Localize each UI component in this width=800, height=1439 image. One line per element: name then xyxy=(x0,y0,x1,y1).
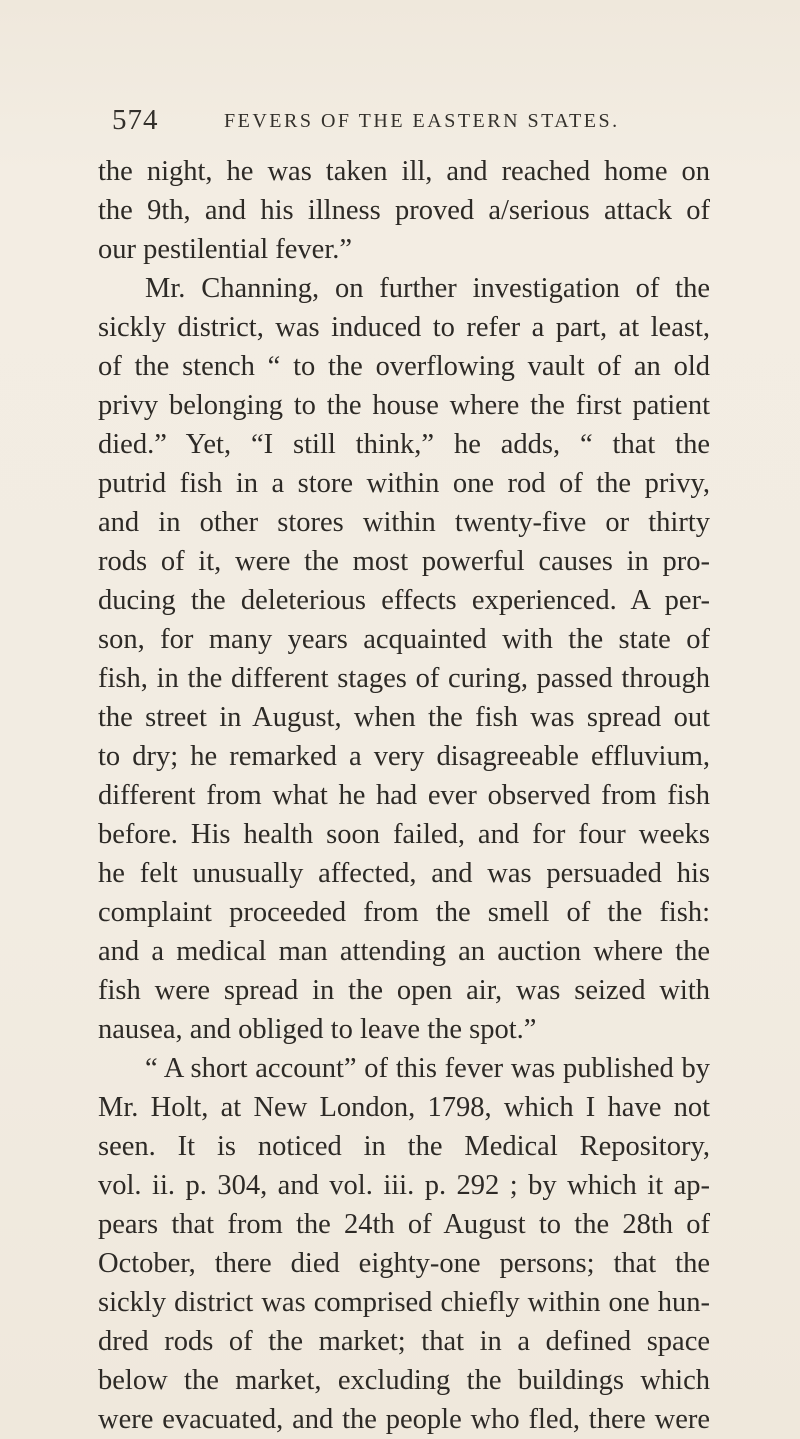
text-line: fish were spread in the open air, was seized with xyxy=(98,975,710,1006)
text-line: were evacuated, and the people who fled, there were xyxy=(98,1404,710,1435)
text-line: sickly district, was induced to refer a part, at least, xyxy=(98,312,710,343)
body-text xyxy=(98,152,710,1439)
text-line: and a medical man attending an auction where the xyxy=(98,936,710,967)
text-line: different from what he had ever observed from fish xyxy=(98,780,710,811)
text-line: below the market, excluding the buildings which xyxy=(98,1365,710,1396)
text-line: to dry; he remarked a very disagreeable effluvium, xyxy=(98,741,710,772)
text-line: dred rods of the market; that in a defined space xyxy=(98,1326,710,1357)
text-line: Mr. Holt, at New London, 1798, which I have not xyxy=(98,1092,710,1123)
text-line: our pestilential fever.” xyxy=(98,234,353,265)
text-line: he felt unusually affected, and was persuaded his xyxy=(98,858,710,889)
page-number: 574 xyxy=(112,104,159,136)
text-line: son, for many years acquainted with the state of xyxy=(98,624,710,655)
text-line: rods of it, were the most powerful causes in pro- xyxy=(98,546,710,577)
running-title: FEVERS OF THE EASTERN STATES. xyxy=(224,110,620,132)
text-line: privy belonging to the house where the first patient xyxy=(98,390,710,421)
text-line: putrid fish in a store within one rod of the privy, xyxy=(98,468,710,499)
text-line: died.” Yet, “I still think,” he adds, “ that the xyxy=(98,429,710,460)
text-line: fish, in the different stages of curing, passed through xyxy=(98,663,710,694)
text-line: of the stench “ to the overflowing vault of an old xyxy=(98,351,710,382)
text-line: October, there died eighty-one persons; that the xyxy=(98,1248,710,1279)
page-header xyxy=(112,104,722,140)
text-line: pears that from the 24th of August to the 28th of xyxy=(98,1209,710,1240)
text-line: “ A short account” of this fever was published by xyxy=(145,1053,710,1084)
text-line: complaint proceeded from the smell of the fish: xyxy=(98,897,710,928)
text-line: nausea, and obliged to leave the spot.” xyxy=(98,1014,537,1045)
text-line: ducing the deleterious effects experienced. A per- xyxy=(98,585,710,616)
text-line: the night, he was taken ill, and reached home on xyxy=(98,156,710,187)
text-line: sickly district was comprised chiefly within one hun- xyxy=(98,1287,710,1318)
text-line: the 9th, and his illness proved a/serious attack of xyxy=(98,195,710,226)
text-line: and in other stores within twenty-five or thirty xyxy=(98,507,710,538)
text-line: vol. ii. p. 304, and vol. iii. p. 292 ; by which it ap- xyxy=(98,1170,710,1201)
text-line: seen. It is noticed in the Medical Repository, xyxy=(98,1131,710,1162)
text-line: the street in August, when the fish was spread out xyxy=(98,702,710,733)
text-line: Mr. Channing, on further investigation of the xyxy=(145,273,710,304)
text-line: before. His health soon failed, and for four weeks xyxy=(98,819,710,850)
